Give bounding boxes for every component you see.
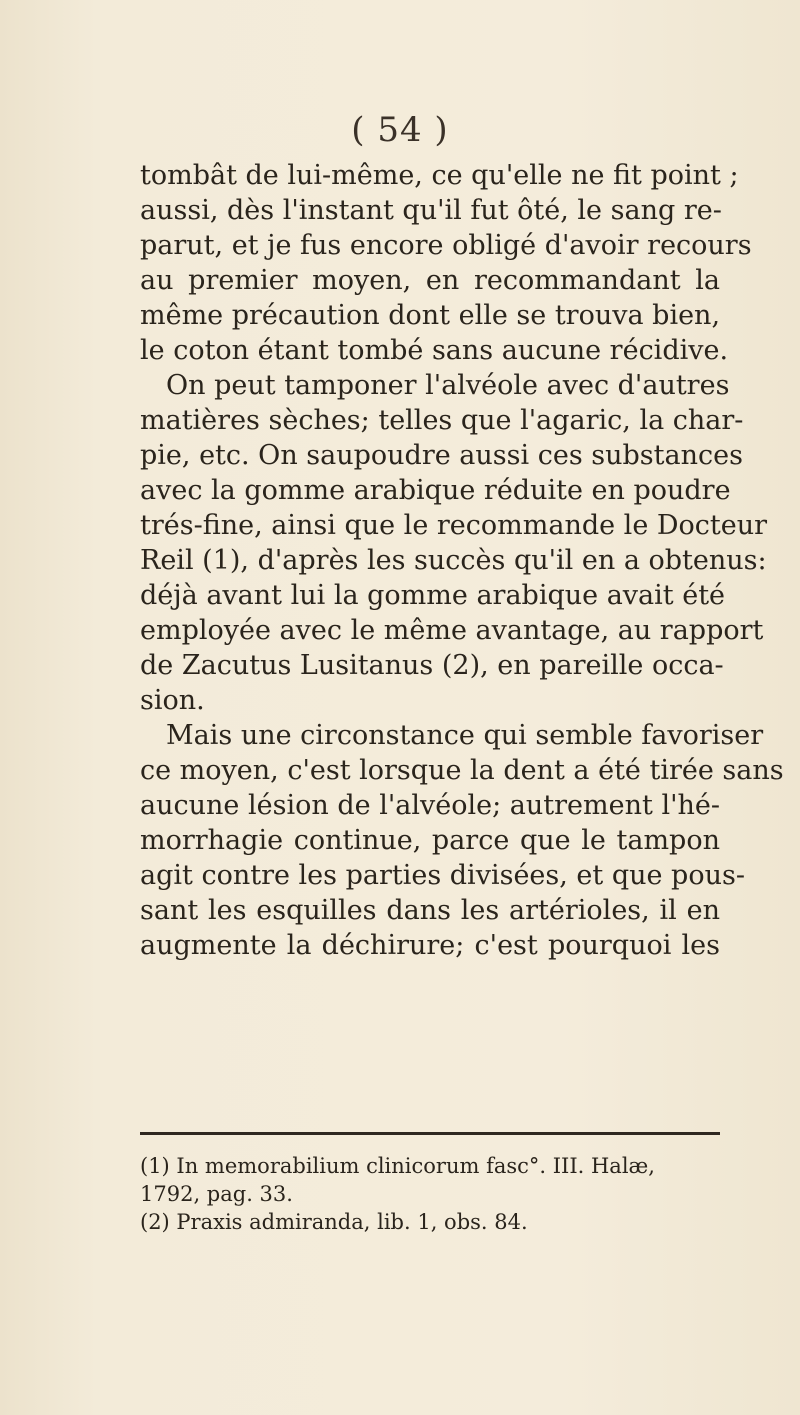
text-line: avec la gomme arabique réduite en poudre	[140, 475, 731, 506]
text-line: tombât de lui-même, ce qu'elle ne fit point ;	[140, 160, 739, 191]
text-line: pie, etc. On saupoudre aussi ces substances	[140, 440, 743, 471]
footnote-divider	[140, 1132, 720, 1135]
text-line: Reil (1), d'après les succès qu'il en a obtenus:	[140, 545, 767, 576]
body-text	[140, 158, 784, 963]
text-line: sion.	[140, 685, 205, 716]
paragraph-start-line: Mais une circonstance qui semble favoriser	[166, 720, 764, 751]
text-line: morrhagie continue, parce que le tampon	[140, 825, 720, 856]
paragraph-start-line: On peut tamponer l'alvéole avec d'autres	[166, 370, 730, 401]
footnote-line: 1792, pag. 33.	[140, 1182, 293, 1206]
text-line: ce moyen, c'est lorsque la dent a été tirée sans	[140, 755, 784, 786]
text-line: aussi, dès l'instant qu'il fut ôté, le sang re-	[140, 195, 722, 226]
footnotes	[140, 1152, 720, 1236]
text-line: le coton étant tombé sans aucune récidive.	[140, 335, 729, 366]
text-line: de Zacutus Lusitanus (2), en pareille occa-	[140, 650, 724, 681]
text-line: déjà avant lui la gomme arabique avait été	[140, 580, 726, 611]
footnote-line: (2) Praxis admiranda, lib. 1, obs. 84.	[140, 1210, 528, 1234]
text-line: employée avec le même avantage, au rapport	[140, 615, 764, 646]
text-line: agit contre les parties divisées, et que pous-	[140, 860, 745, 891]
text-line: au premier moyen, en recommandant la	[140, 265, 720, 296]
page-number: ( 54 )	[351, 110, 449, 150]
text-line: trés-fine, ainsi que le recommande le Docteur	[140, 510, 768, 541]
text-line: parut, et je fus encore obligé d'avoir recours	[140, 230, 752, 261]
text-line: aucune lésion de l'alvéole; autrement l'hé-	[140, 790, 720, 821]
text-line: sant les esquilles dans les artérioles, il en	[140, 895, 720, 926]
text-line: augmente la déchirure; c'est pourquoi les	[140, 930, 720, 961]
footnote-line: (1) In memorabilium clinicorum fasc°. III. Halæ,	[140, 1154, 655, 1178]
text-line: même précaution dont elle se trouva bien,	[140, 300, 721, 331]
text-line: matières sèches; telles que l'agaric, la char-	[140, 405, 744, 436]
